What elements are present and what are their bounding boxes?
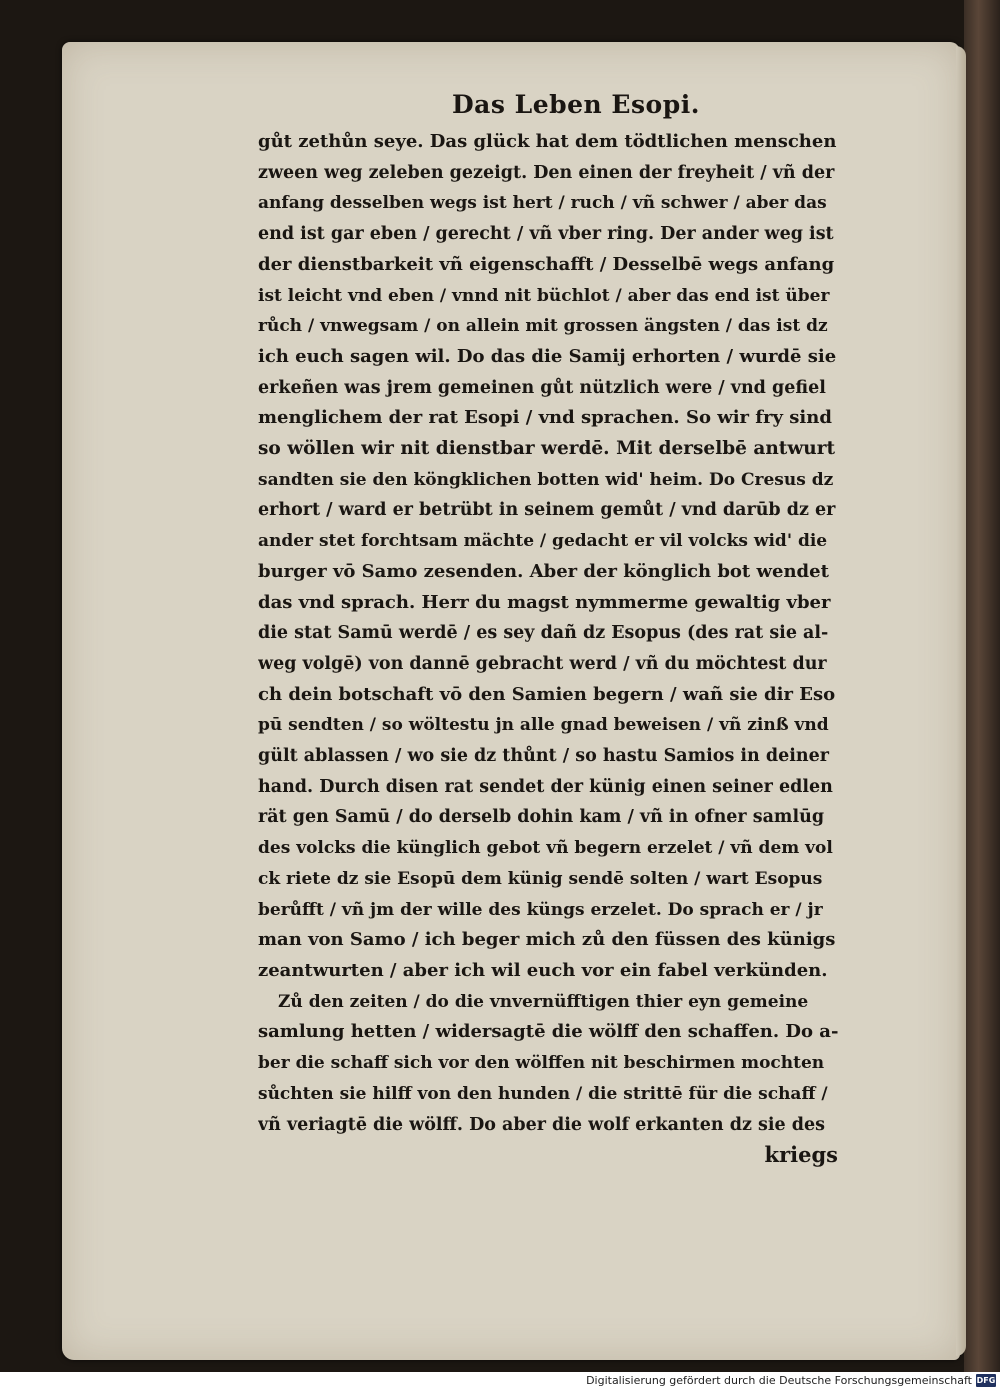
- book-page: [62, 42, 960, 1360]
- text-line: ber die schaff sich vor den wölffen nit beschirmen mochten: [258, 1053, 825, 1074]
- text-line: burger vō Samo zesenden. Aber der könglich bot wendet: [258, 560, 829, 582]
- text-line: růch / vnwegsam / on allein mit grossen ängsten / das ist dz: [258, 316, 828, 337]
- text-line: Zů den zeiten / do die vnvernüfftigen thier eyn gemeine: [278, 991, 809, 1012]
- text-line: hand. Durch disen rat sendet der künig einen seiner edlen: [258, 776, 833, 797]
- text-line: gült ablassen / wo sie dz thůnt / so hastu Samios in deiner: [258, 746, 829, 767]
- running-head: Das Leben Esopi.: [452, 90, 700, 119]
- text-line: menglichem der rat Esopi / vnd sprachen. So wir fry sind: [258, 407, 832, 429]
- text-line: vñ veriagtē die wölff. Do aber die wolf erkanten dz sie des: [258, 1114, 825, 1135]
- text-line: pū sendten / so wöltestu jn alle gnad beweisen / vñ zinß vnd: [258, 715, 829, 736]
- text-line: ist leicht vnd eben / vnnd nit büchlot / aber das end ist über: [258, 285, 830, 306]
- text-line: anfang desselben wegs ist hert / ruch / vñ schwer / aber das: [258, 193, 827, 214]
- text-line: ander stet forchtsam mächte / gedacht er vil volcks wid' die: [258, 531, 828, 552]
- text-line: zeantwurten / aber ich wil euch vor ein fabel verkünden.: [258, 959, 828, 981]
- text-line: berůfft / vñ jm der wille des küngs erzelet. Do sprach er / jr: [258, 899, 823, 920]
- text-line: gůt zethůn seye. Das glück hat dem tödtlichen menschen: [258, 131, 837, 152]
- text-block: [258, 127, 838, 1171]
- text-line: ck riete dz sie Esopū dem künig sendē solten / wart Esopus: [258, 868, 823, 889]
- text-line: sůchten sie hilff von den hunden / die strittē für die schaff /: [258, 1083, 828, 1104]
- fable-paragraph: [258, 987, 838, 1141]
- text-line: des volcks die künglich gebot vñ begern erzelet / vñ dem vol: [258, 838, 833, 859]
- text-line: so wöllen wir nit dienstbar werdē. Mit derselbē antwurt: [258, 438, 836, 460]
- catchword: kriegs: [764, 1142, 838, 1168]
- text-line: zween weg zeleben gezeigt. Den einen der freyheit / vñ der: [258, 162, 835, 183]
- text-line: samlung hetten / widersagtē die wölff den schaffen. Do a-: [258, 1021, 838, 1043]
- text-line: ch dein botschaft vō den Samien begern / wañ sie dir Eso: [258, 683, 836, 705]
- binding-edge: [964, 0, 1000, 1372]
- text-line: end ist gar eben / gerecht / vñ vber ring. Der ander weg ist: [258, 224, 834, 245]
- dfg-logo: DFG: [976, 1376, 996, 1385]
- footer-credit: Digitalisierung gefördert durch die Deutsche Forschungsgemeinschaft: [586, 1374, 972, 1387]
- text-line: ich euch sagen wil. Do das die Samij erhorten / wurdē sie: [258, 345, 837, 367]
- body-paragraph: [258, 127, 838, 987]
- text-line: der dienstbarkeit vñ eigenschafft / Desselbē wegs anfang: [258, 253, 835, 275]
- text-line: erhort / ward er betrübt in seinem gemůt / vnd darūb dz er: [258, 500, 836, 521]
- text-line: weg volgē) von dannē gebracht werd / vñ du möchtest dur: [258, 653, 827, 674]
- text-line: erkeñen was jrem gemeinen gůt nützlich were / vnd gefiel: [258, 377, 826, 398]
- text-line: die stat Samū werdē / es sey dañ dz Esopus (des rat sie al-: [258, 623, 829, 644]
- text-line: sandten sie den köngklichen botten wid' heim. Do Cresus dz: [258, 469, 834, 490]
- text-line: rät gen Samū / do derselb dohin kam / vñ in ofner samlūg: [258, 807, 825, 828]
- text-line: das vnd sprach. Herr du magst nymmerme gewaltig vber: [258, 591, 831, 613]
- text-line: man von Samo / ich beger mich zů den füssen des künigs: [258, 929, 836, 951]
